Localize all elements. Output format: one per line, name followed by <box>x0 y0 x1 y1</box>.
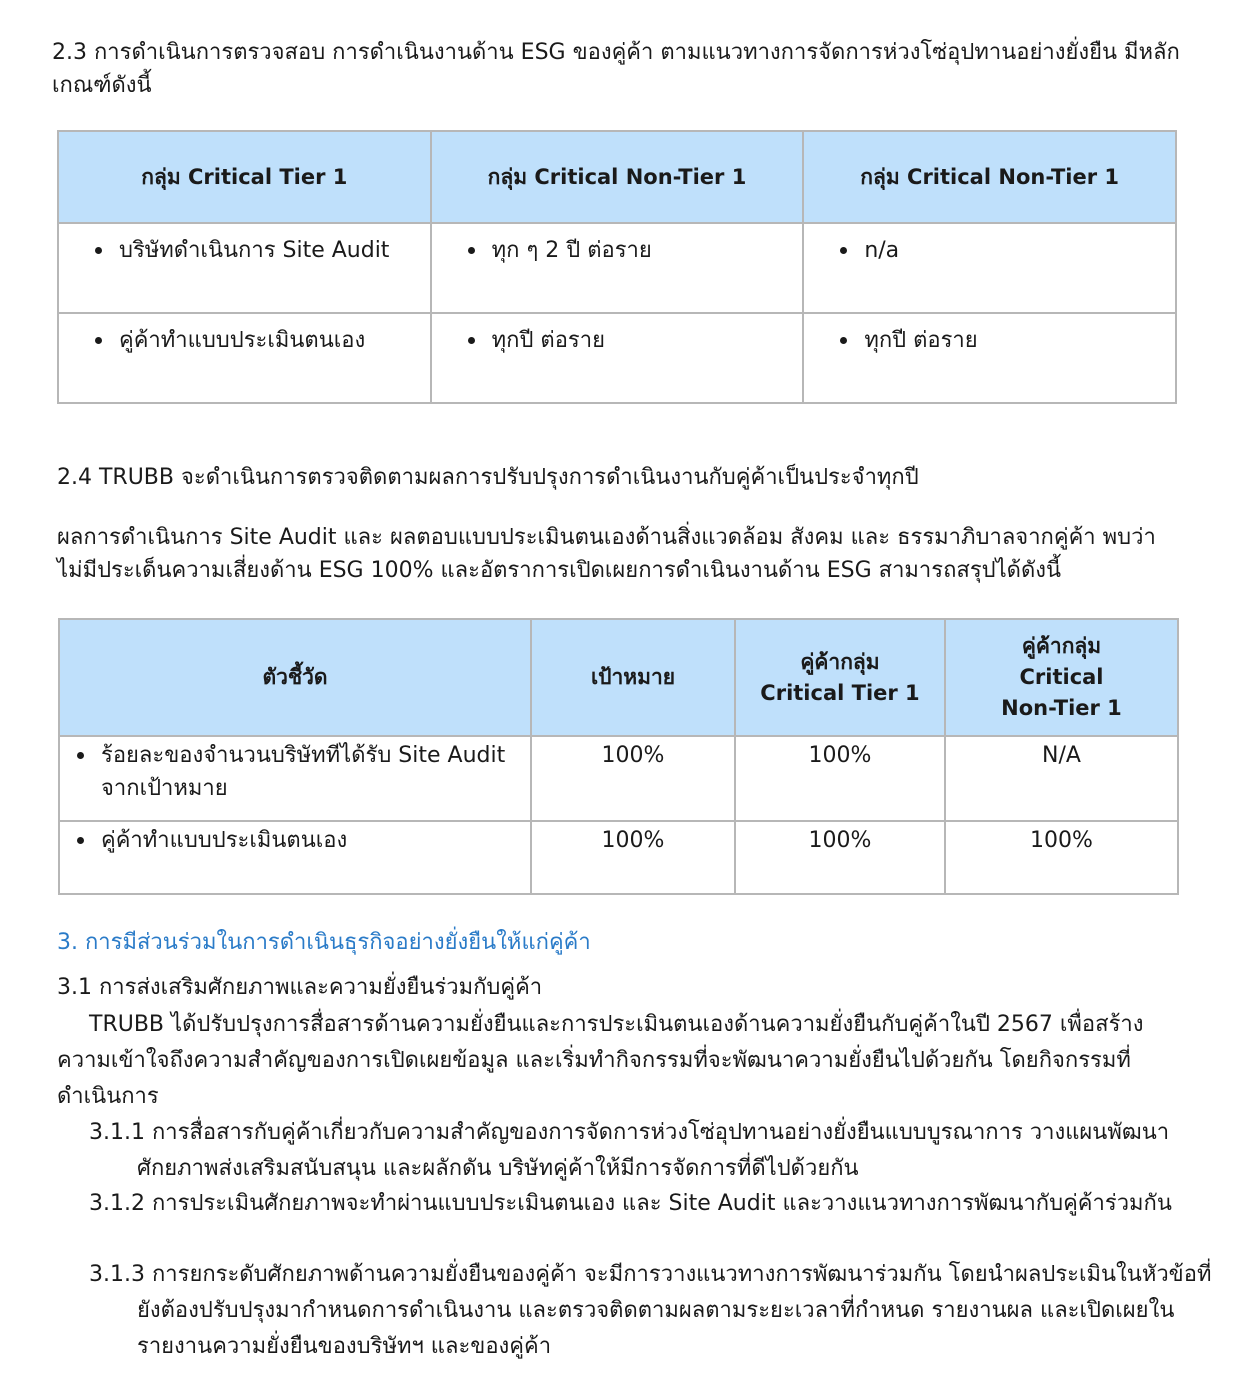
column-header: เป้าหมาย <box>531 619 735 736</box>
bullet-icon <box>840 337 847 344</box>
table-cell <box>431 223 804 313</box>
bullet-icon <box>468 337 475 344</box>
bullet-icon <box>77 837 84 844</box>
bullet-icon <box>77 752 84 759</box>
table-row <box>58 223 1176 313</box>
cell-text: ทุกปี ต่อราย <box>491 328 605 353</box>
table-cell: 100% <box>531 736 735 821</box>
list-item: 3.1.2 การประเมินศักยภาพจะทำผ่านแบบประเมินตนเอง และ Site Audit และวางแนวทางการพัฒนากับคู่ค้าร่วมกัน <box>89 1191 1172 1216</box>
column-header: คู่ค้ากลุ่ม Critical Non-Tier 1 <box>945 619 1178 736</box>
table-header-row <box>59 619 1178 736</box>
table-cell: 100% <box>945 821 1178 894</box>
table-cell <box>803 223 1176 313</box>
table-cell <box>59 736 531 821</box>
column-header: ตัวชี้วัด <box>59 619 531 736</box>
column-header: กลุ่ม Critical Non-Tier 1 <box>803 131 1176 223</box>
table-row <box>59 821 1178 894</box>
cell-text: n/a <box>864 238 900 263</box>
bullet-icon <box>95 337 102 344</box>
table-cell: 100% <box>531 821 735 894</box>
bullet-icon <box>840 247 847 254</box>
cell-text: ทุก ๆ 2 ปี ต่อราย <box>491 238 652 263</box>
list-item: 3.1.1 การสื่อสารกับคู่ค้าเกี่ยวกับความสำคัญของการจัดการห่วงโซ่อุปทานอย่างยั่งยืนแบบบูรณาการ วางแผนพัฒนาศักยภาพส่งเสริมสนับสนุน และผลักดัน บริษัทคู่ค้าให้มีการจัดการที่ดีไปด้วยกัน <box>89 1120 1170 1181</box>
section-3-heading: 3. การมีส่วนร่วมในการดำเนินธุรกิจอย่างยั่งยืนให้แก่คู่ค้า <box>57 930 591 955</box>
table-cell: N/A <box>945 736 1178 821</box>
table-header-row <box>58 131 1176 223</box>
column-header: กลุ่ม Critical Tier 1 <box>58 131 431 223</box>
cell-text: ทุกปี ต่อราย <box>864 328 978 353</box>
bullet-icon <box>468 247 475 254</box>
list-item: 3.1.3 การยกระดับศักยภาพด้านความยั่งยืนของคู่ค้า จะมีการวางแนวทางการพัฒนาร่วมกัน โดยนำผลประเมินในหัวข้อที่ยังต้องปรับปรุงมากำหนดการดำเนินงาน และตรวจติดตามผลตามระยะเวลาที่กำหนด รายงานผล และเปิดเผยในรายงานความยั่งยืนของบริษัทฯ และของคู่ค้า <box>89 1262 1212 1359</box>
table-cell <box>59 821 531 894</box>
audit-criteria-table <box>57 130 1177 404</box>
cell-text: คู่ค้าทำแบบประเมินตนเอง <box>101 828 348 853</box>
section-2-4: 2.4 TRUBB จะดำเนินการตรวจติดตามผลการปรับปรุงการดำเนินงานกับคู่ค้าเป็นประจำทุกปี <box>57 465 919 490</box>
table-cell: 100% <box>735 736 945 821</box>
bullet-icon <box>95 247 102 254</box>
table-cell: 100% <box>735 821 945 894</box>
column-header: กลุ่ม Critical Non-Tier 1 <box>431 131 804 223</box>
section-3-1-body: TRUBB ได้ปรับปรุงการสื่อสารด้านความยั่งยืนและการประเมินตนเองด้านความยั่งยืนกับคู่ค้าในปี 2567 เพื่อสร้างความเข้าใจถึงความสำคัญของการเปิดเผยข้อมูล และเริ่มทำกิจกรรมที่จะพัฒนาความยั่งยืนไปด้วยกัน โดยกิจกรรมที่ดำเนินการ <box>57 1012 1144 1109</box>
table-cell <box>58 313 431 403</box>
section-2-3-intro: 2.3 การดำเนินการตรวจสอบ การดำเนินงานด้าน ESG ของคู่ค้า ตามแนวทางการจัดการห่วงโซ่อุปทานอย่างยั่งยืน มีหลักเกณฑ์ดังนี้ <box>52 40 1180 98</box>
cell-text: บริษัทดำเนินการ Site Audit <box>119 238 390 263</box>
kpi-table <box>58 618 1179 895</box>
section-3-1-title: 3.1 การส่งเสริมศักยภาพและความยั่งยืนร่วมกับคู่ค้า <box>57 975 543 1000</box>
cell-text: ร้อยละของจำนวนบริษัททีได้รับ Site Audit จากเป้าหมาย <box>101 743 506 801</box>
table-cell <box>431 313 804 403</box>
cell-text: คู่ค้าทำแบบประเมินตนเอง <box>119 328 366 353</box>
table-cell <box>58 223 431 313</box>
column-header: คู่ค้ากลุ่ม Critical Tier 1 <box>735 619 945 736</box>
result-summary: ผลการดำเนินการ Site Audit และ ผลตอบแบบประเมินตนเองด้านสิ่งแวดล้อม สังคม และ ธรรมาภิบาลจากคู่ค้า พบว่า ไม่มีประเด็นความเสี่ยงด้าน ESG 100% และอัตราการเปิดเผยการดำเนินงานด้าน ESG สามารถสรุปได้ดังนี้ <box>57 525 1156 583</box>
table-row <box>59 736 1178 821</box>
table-cell <box>803 313 1176 403</box>
table-row <box>58 313 1176 403</box>
